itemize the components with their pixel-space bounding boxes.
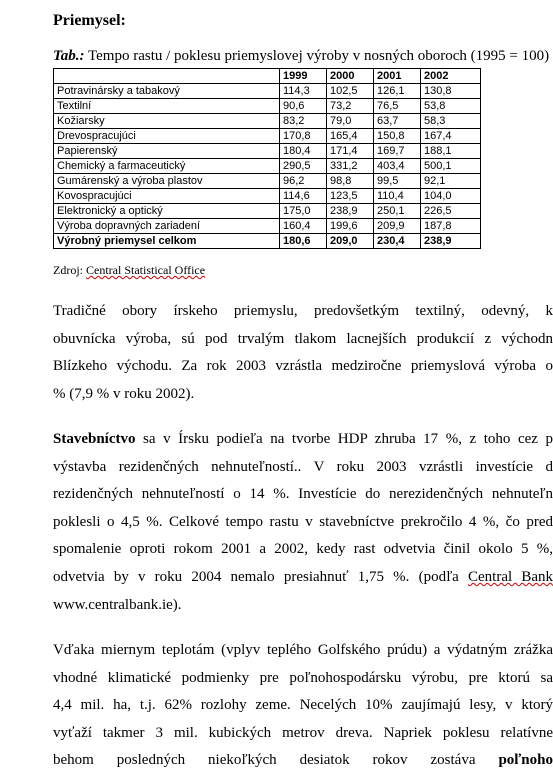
- value-cell: 123,5: [327, 189, 374, 204]
- table-row: [54, 129, 481, 144]
- text-segment: odvetvia by v roku 2004 nemalo presiahnuť 1,75 %. (podľa: [53, 568, 468, 585]
- value-cell: 167,4: [421, 129, 481, 144]
- value-cell: 90,6: [280, 99, 327, 114]
- table-row: [54, 99, 481, 114]
- row-label: Gumárenský a výroba plastov: [54, 174, 280, 189]
- value-cell: 98,8: [327, 174, 374, 189]
- value-cell: 209,0: [327, 234, 374, 249]
- year-header: 2000: [327, 69, 374, 84]
- value-cell: 187,8: [421, 219, 481, 234]
- table-header-row: [54, 69, 481, 84]
- table-total-row: [54, 234, 481, 249]
- row-label: Výroba dopravných zariadení: [54, 219, 280, 234]
- table-row: [54, 204, 481, 219]
- text-line: % (7,9 % v roku 2002).: [53, 385, 195, 402]
- table-row: [54, 189, 481, 204]
- paragraph-traditional-industries: [53, 298, 553, 408]
- source-name: Central Statistical Office: [86, 263, 206, 277]
- value-cell: 230,4: [374, 234, 421, 249]
- value-cell: 53,8: [421, 99, 481, 114]
- year-header: 2001: [374, 69, 421, 84]
- value-cell: 171,4: [327, 144, 374, 159]
- row-label: Drevospracujúci: [54, 129, 280, 144]
- value-cell: 79,0: [327, 114, 374, 129]
- value-cell: 238,9: [421, 234, 481, 249]
- value-cell: 175,0: [280, 204, 327, 219]
- value-cell: 73,2: [327, 99, 374, 114]
- value-cell: 104,0: [421, 189, 481, 204]
- text-line: [53, 564, 553, 592]
- value-cell: 160,4: [280, 219, 327, 234]
- value-cell: 180,4: [280, 144, 327, 159]
- value-cell: 199,6: [327, 219, 374, 234]
- paragraph-construction: [53, 426, 553, 619]
- text-line: vhodné klimatické podmienky pre poľnohospodársku výrobu, pre ktorú sa: [53, 669, 553, 686]
- value-cell: 250,1: [374, 204, 421, 219]
- row-label: Textilní: [54, 99, 280, 114]
- value-cell: 290,5: [280, 159, 327, 174]
- table-row: [54, 84, 481, 99]
- row-label: Potravinársky a tabakový: [54, 84, 280, 99]
- text-line: vyťaží takmer 3 mil. kubických metrov dreva. Napriek poklesu relatívne: [53, 724, 553, 741]
- value-cell: 331,2: [327, 159, 374, 174]
- value-cell: 58,3: [421, 114, 481, 129]
- section-heading: Priemysel:: [53, 12, 126, 29]
- value-cell: 110,4: [374, 189, 421, 204]
- year-header: 1999: [280, 69, 327, 84]
- source-prefix: Zdroj:: [53, 263, 86, 277]
- value-cell: 63,7: [374, 114, 421, 129]
- value-cell: 180,6: [280, 234, 327, 249]
- text-line: Tradičné obory írskeho priemyslu, predovšetkým textilný, odevný, k: [53, 303, 553, 319]
- value-cell: 238,9: [327, 204, 374, 219]
- caption-lead: Tab.:: [53, 48, 85, 64]
- value-cell: 114,6: [280, 189, 327, 204]
- text-line: www.centralbank.ie).: [53, 596, 182, 613]
- text-line: Blízkeho východu. Za rok 2003 vzrástla medziročne priemyslová výroba o: [53, 358, 553, 375]
- central-bank-link: Central Bank: [468, 568, 553, 585]
- value-cell: 102,5: [327, 84, 374, 99]
- industry-growth-table: [53, 68, 481, 249]
- text-line: spomalenie oproti rokom 2001 a 2002, kedy rast odvetvia činil okolo 5 %,: [53, 541, 553, 558]
- table-row: [54, 219, 481, 234]
- year-header: 2002: [421, 69, 481, 84]
- row-label: Elektronický a optický: [54, 204, 280, 219]
- term-agriculture: poľnoho: [498, 752, 553, 769]
- value-cell: 188,1: [421, 144, 481, 159]
- text-line: Vďaka miernym teplotám (vplyv teplého Golfského prúdu) a výdatným zrážka: [53, 642, 553, 658]
- value-cell: 170,8: [280, 129, 327, 144]
- paragraph-agriculture: [53, 637, 553, 775]
- table-caption: [53, 48, 549, 65]
- document-page: [53, 0, 553, 775]
- caption-text: Tempo rastu / poklesu priemyslovej výroby v nosných oboroch (1995 = 100): [84, 48, 550, 64]
- text-segment: sa v Írsku podieľa na tvorbe HDP zhruba 17 %, z toho cez p: [135, 431, 553, 447]
- text-line: obuvnícka výroba, sú pod trvalým tlakom lacnejších produkcií z východn: [53, 330, 553, 347]
- header-empty-cell: [54, 69, 280, 84]
- row-label: Kovospracujúci: [54, 189, 280, 204]
- value-cell: 76,5: [374, 99, 421, 114]
- text-line: [53, 747, 553, 775]
- value-cell: 92,1: [421, 174, 481, 189]
- value-cell: 126,1: [374, 84, 421, 99]
- term-construction: Stavebníctvo: [53, 431, 136, 447]
- value-cell: 150,8: [374, 129, 421, 144]
- value-cell: 83,2: [280, 114, 327, 129]
- table-row: [54, 159, 481, 174]
- value-cell: 403,4: [374, 159, 421, 174]
- text-line: poklesli o 4,5 %. Celkové tempo rastu v stavebníctve prekročilo 4 %, čo pred: [53, 513, 553, 530]
- text-line: rezidenčných nehnuteľností o 14 %. Investície do nerezidenčných nehnuteľn: [53, 486, 553, 503]
- value-cell: 96,2: [280, 174, 327, 189]
- value-cell: 500,1: [421, 159, 481, 174]
- table-row: [54, 114, 481, 129]
- text-line: výstavba rezidenčných nehnuteľností.. V roku 2003 vzrástli investície d: [53, 458, 553, 475]
- value-cell: 169,7: [374, 144, 421, 159]
- table-row: [54, 144, 481, 159]
- row-label: Papierenský: [54, 144, 280, 159]
- value-cell: 165,4: [327, 129, 374, 144]
- text-segment: behom posledných niekoľkých desiatok rokov zostáva: [53, 752, 499, 769]
- text-line: [53, 426, 553, 454]
- table-row: [54, 174, 481, 189]
- row-label: Výrobný priemysel celkom: [54, 234, 280, 249]
- value-cell: 130,8: [421, 84, 481, 99]
- value-cell: 99,5: [374, 174, 421, 189]
- table-source: [53, 263, 205, 278]
- value-cell: 114,3: [280, 84, 327, 99]
- row-label: Chemický a farmaceutický: [54, 159, 280, 174]
- row-label: Kožiarsky: [54, 114, 280, 129]
- value-cell: 209,9: [374, 219, 421, 234]
- value-cell: 226,5: [421, 204, 481, 219]
- text-line: 4,4 mil. ha, t.j. 62% rozlohy zeme. Necelých 10% zaujímajú lesy, v ktorý: [53, 697, 553, 714]
